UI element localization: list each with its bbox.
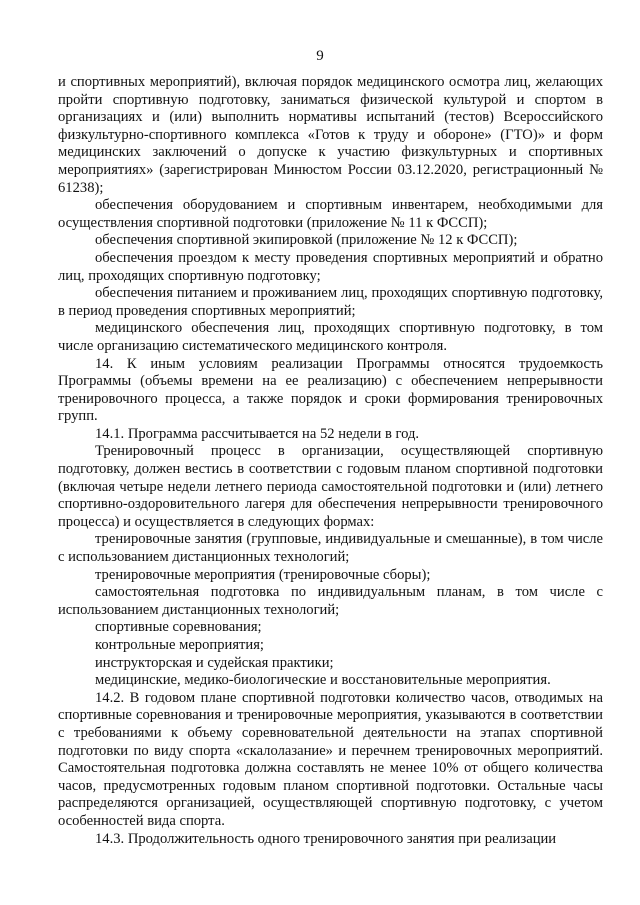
paragraph: и спортивных мероприятий), включая порядок медицинского осмотра лиц, желающих пройти спортивную подготовку, заниматься физической культурой и спортом в организациях и (или) выполнить нормативы испытаний (тестов) Всероссийского физкультурно-спортивного комплекса «Готов к труду и обороне» (ГТО)» и форм медицинских заключений о допуске к участию физкультурных и спортивных мероприятиях» (зарегистрирован Минюстом России 03.12.2020, регистрационный № 61238); (58, 74, 603, 196)
paragraph: 14.1. Программа рассчитывается на 52 недели в год. (95, 425, 420, 442)
page-number: 9 (316, 48, 324, 64)
paragraph: Тренировочный процесс в организации, осуществляющей спортивную подготовку, должен вестись в соответствии с годовым планом спортивной подготовки (включая четыре недели летнего периода самостоятельной подготовки и (или) летнего спортивно-оздоровительного лагеря для обеспечения непрерывности тренировочного процесса) и осуществляется в следующих формах: (58, 443, 603, 530)
paragraph: самостоятельная подготовка по индивидуальным планам, в том числе с использованием дистанционных технологий; (58, 584, 603, 618)
paragraph: 14. К иным условиям реализации Программы относятся трудоемкость Программы (объемы времени на ее реализацию) с обеспечением непрерывности тренировочного процесса, а также порядок и сроки формирования тренировочных групп. (58, 355, 603, 425)
paragraph: 14.3. Продолжительность одного тренировочного занятия при реализации (95, 830, 557, 847)
paragraph: медицинского обеспечения лиц, проходящих спортивную подготовку, в том числе организацию систематического медицинского контроля. (58, 320, 603, 354)
paragraph: спортивные соревнования; (95, 619, 262, 636)
paragraph: обеспечения питанием и проживанием лиц, проходящих спортивную подготовку, в период проведения спортивных мероприятий; (58, 285, 603, 319)
paragraph: обеспечения оборудованием и спортивным инвентарем, необходимыми для осуществления спортивной подготовки (приложение № 11 к ФССП); (58, 197, 603, 231)
paragraph: обеспечения спортивной экипировкой (приложение № 12 к ФССП); (95, 232, 518, 249)
paragraph: тренировочные занятия (групповые, индивидуальные и смешанные), в том числе с использованием дистанционных технологий; (58, 531, 603, 566)
paragraph: инструкторская и судейская практики; (95, 654, 334, 671)
paragraph: контрольные мероприятия; (95, 637, 264, 653)
paragraph: 14.2. В годовом плане спортивной подготовки количество часов, отводимых на спортивные соревнования и тренировочные мероприятия, указываются в соответствии с требованиями к объему соревновательной деятельности на этапах спортивной подготовки по виду спорта «скалолазание» и перечнем тренировочных мероприятий. Самостоятельная подготовка должна составлять не менее 10% от общего количества часов, предусмотренных годовым планом спортивной подготовки. Остальные часы распределяются организацией, осуществляющей спортивную подготовку, с учетом особенностей вида спорта. (58, 689, 603, 829)
paragraph: медицинские, медико-биологические и восстановительные мероприятия. (95, 672, 551, 689)
document-body (58, 74, 603, 848)
paragraph: обеспечения проездом к месту проведения спортивных мероприятий и обратно лиц, проходящих спортивную подготовку; (58, 249, 603, 284)
paragraph: тренировочные мероприятия (тренировочные сборы); (95, 566, 431, 583)
